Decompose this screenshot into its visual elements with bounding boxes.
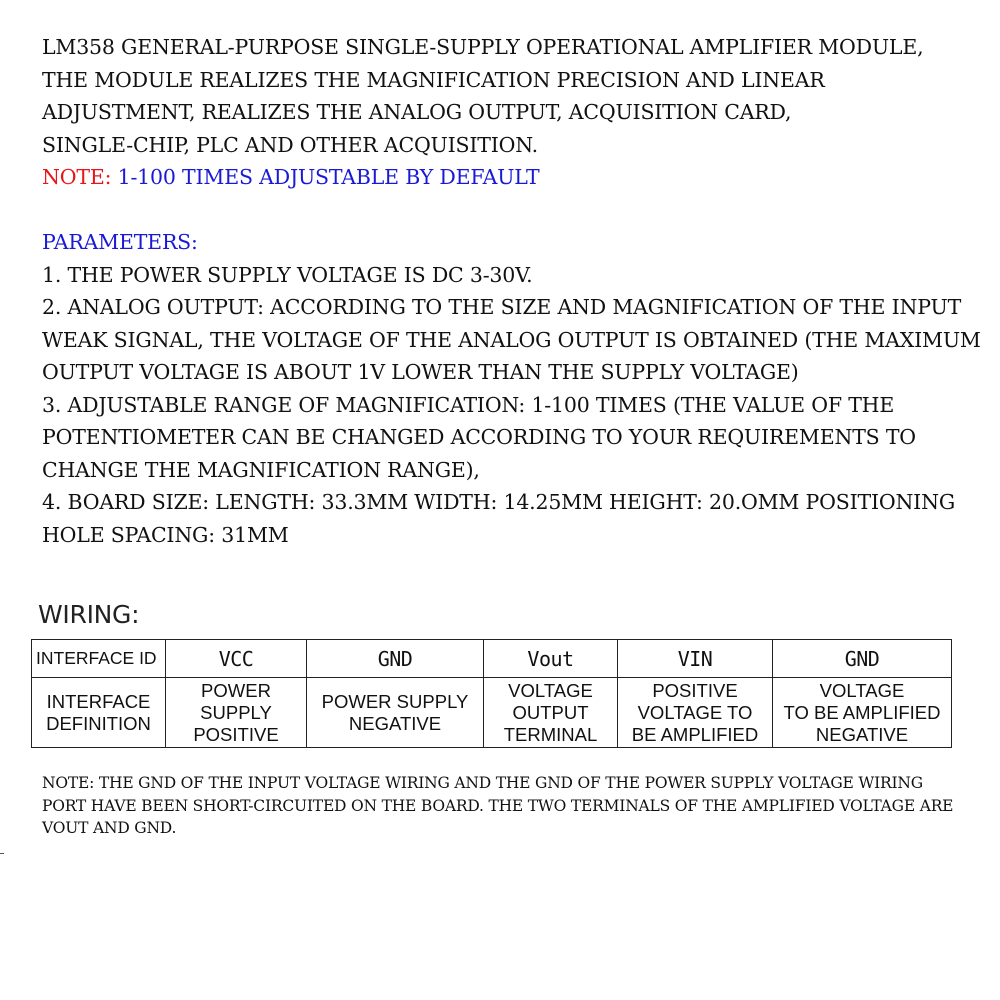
- parameter-item: 3. ADJUSTABLE RANGE OF MAGNIFICATION: 1-100 TIMES (THE VALUE OF THE POTENTIOMETER CAN BE CHANGED ACCORDING TO YOUR REQUIREMENTS TO CHANGE THE MAGNIFICATION RANGE),: [42, 392, 916, 482]
- intro-line: LM358 GENERAL-PURPOSE SINGLE-SUPPLY OPERATIONAL AMPLIFIER MODULE,: [42, 35, 924, 59]
- note-text: 1-100 TIMES ADJUSTABLE BY DEFAULT: [111, 165, 540, 189]
- wiring-title: WIRING:: [38, 600, 140, 629]
- pin-id-vin: VIN: [618, 640, 773, 678]
- pin-def-gnd: POWER SUPPLY NEGATIVE: [307, 678, 484, 748]
- interface-definition-header: INTERFACE DEFINITION: [32, 678, 166, 748]
- pin-id-vout: Vout: [484, 640, 618, 678]
- interface-id-header: INTERFACE ID: [32, 640, 166, 678]
- pin-def-gnd-input: VOLTAGE TO BE AMPLIFIED NEGATIVE: [773, 678, 952, 748]
- default-note: [42, 161, 987, 194]
- stray-mark: [0, 853, 4, 854]
- description-block: [42, 31, 987, 551]
- parameters-heading: PARAMETERS:: [42, 230, 198, 254]
- pin-id-gnd: GND: [307, 640, 484, 678]
- pin-id-gnd-input: GND: [773, 640, 952, 678]
- section-spacer: [42, 194, 987, 227]
- pin-id-vcc: VCC: [166, 640, 307, 678]
- footer-note: NOTE: THE GND OF THE INPUT VOLTAGE WIRING AND THE GND OF THE POWER SUPPLY VOLTAGE WIRING PORT HAVE BEEN SHORT-CIRCUITED ON THE BOARD. THE TWO TERMINALS OF THE AMPLIFIED VOLTAGE ARE VOUT AND GND.: [42, 774, 954, 837]
- intro-line: ADJUSTMENT, REALIZES THE ANALOG OUTPUT, ACQUISITION CARD,: [42, 100, 792, 124]
- pin-def-vin: POSITIVE VOLTAGE TO BE AMPLIFIED: [618, 678, 773, 748]
- intro-line: THE MODULE REALIZES THE MAGNIFICATION PRECISION AND LINEAR: [42, 67, 825, 92]
- interface-id-row: [32, 640, 952, 678]
- pin-def-vcc: POWER SUPPLY POSITIVE: [166, 678, 307, 748]
- interface-definition-row: [32, 678, 952, 748]
- parameter-item: 4. BOARD SIZE: LENGTH: 33.3MM WIDTH: 14.25MM HEIGHT: 20.OMM POSITIONING HOLE SPACING: 31MM: [42, 490, 955, 547]
- intro-line: SINGLE-CHIP, PLC AND OTHER ACQUISITION.: [42, 132, 538, 157]
- pin-def-vout: VOLTAGE OUTPUT TERMINAL: [484, 678, 618, 748]
- note-label: NOTE:: [42, 165, 112, 189]
- parameter-item: 1. THE POWER SUPPLY VOLTAGE IS DC 3-30V.: [42, 262, 533, 287]
- wiring-table: [31, 639, 952, 748]
- parameter-item: 2. ANALOG OUTPUT: ACCORDING TO THE SIZE AND MAGNIFICATION OF THE INPUT WEAK SIGNAL, THE VOLTAGE OF THE ANALOG OUTPUT IS OBTAINED (THE MAXIMUM OUTPUT VOLTAGE IS ABOUT 1V LOWER THAN THE SUPPLY VOLTAGE): [42, 295, 981, 384]
